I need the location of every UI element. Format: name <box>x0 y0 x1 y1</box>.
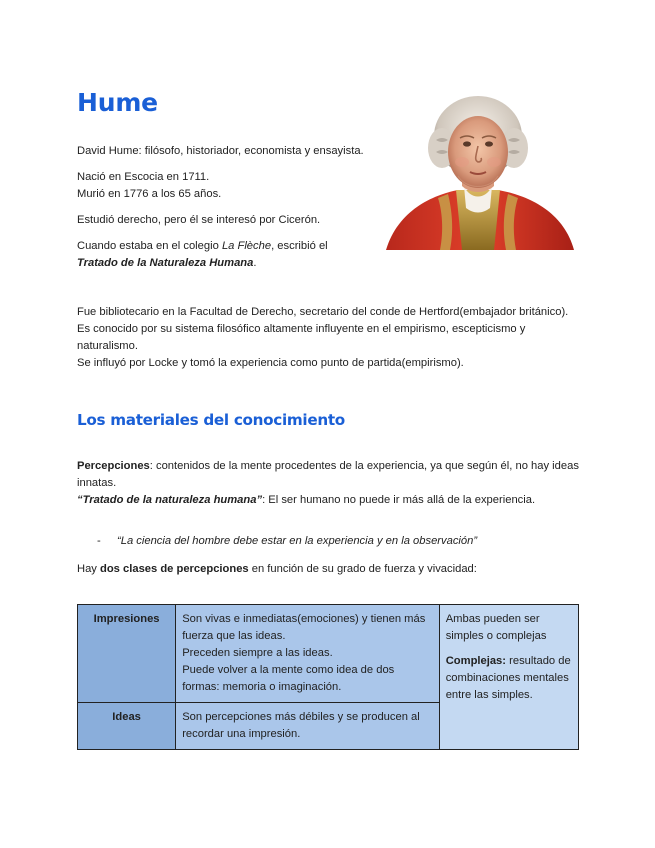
perceptions-text: : contenidos de la mente procedentes de la experiencia, ya que según él, no hay ideas innatas. <box>77 460 579 489</box>
intro-paragraph-2 <box>77 169 367 203</box>
intro-p4-end: . <box>253 257 257 269</box>
section-heading: Los materiales del conocimiento <box>77 411 345 429</box>
classes-pre: Hay <box>77 563 101 575</box>
quote-text: “La ciencia del hombre debe estar en la experiencia y en la observación” <box>117 535 478 547</box>
la-fleche-text: La Flèche <box>221 240 272 252</box>
bio-line-3: Se influyó por Locke y tomó la experiencia como punto de partida(empirismo). <box>77 357 464 369</box>
complex-label: Complejas: <box>445 655 507 667</box>
page-title: Hume <box>77 88 158 117</box>
both-simple-complex: Ambas pueden ser simples o complejas <box>445 613 547 642</box>
classes-line <box>77 561 587 578</box>
quote-list-item <box>97 533 577 550</box>
perceptions-table <box>77 604 579 750</box>
tratado-text: : El ser humano no puede ir más allá de la experiencia. <box>262 494 536 506</box>
impressions-label: Impresiones <box>93 613 160 625</box>
tratado-title: Tratado de la Naturaleza Humana <box>77 257 254 269</box>
intro-paragraph-4 <box>77 238 367 272</box>
quote-dash: - <box>97 535 101 547</box>
hume-portrait-image <box>378 90 578 250</box>
both-types-cell <box>439 605 578 750</box>
impressions-line-2: Preceden siempre a las ideas. <box>182 647 333 659</box>
ideas-desc-cell <box>176 703 440 750</box>
death-line: Murió en 1776 a los 65 años. <box>77 188 222 200</box>
intro-section <box>77 143 367 281</box>
impressions-label-cell <box>78 605 176 703</box>
ideas-text: Son percepciones más débiles y se producen al recordar una impresión. <box>182 711 420 740</box>
biography-section <box>77 304 577 372</box>
classes-post: en función de su grado de fuerza y vivacidad: <box>248 563 477 575</box>
intro-paragraph-1: David Hume: filósofo, historiador, economista y ensayista. <box>77 145 364 157</box>
intro-p4-post: , escribió el <box>271 240 328 252</box>
bio-line-2: Es conocido por su sistema filosófico altamente influyente en el empirismo, escepticismo y naturalismo. <box>77 323 526 352</box>
perceptions-section <box>77 458 587 509</box>
intro-paragraph-3: Estudió derecho, pero él se interesó por Cicerón. <box>77 214 321 226</box>
complex-paragraph <box>446 653 572 704</box>
complex-text: resultado de combinaciones mentales entre las simples. <box>445 655 571 701</box>
birth-line: Nació en Escocia en 1711. <box>77 171 210 183</box>
bio-line-1: Fue bibliotecario en la Facultad de Derecho, secretario del conde de Hertford(embajador británico). <box>77 306 569 318</box>
table-row <box>78 605 579 703</box>
impressions-line-1: Son vivas e inmediatas(emociones) y tienen más fuerza que las ideas. <box>182 613 426 642</box>
classes-paragraph <box>77 561 587 578</box>
intro-p4-pre: Cuando estaba en el colegio <box>77 240 222 252</box>
ideas-label: Ideas <box>112 711 141 723</box>
tratado-label: “Tratado de la naturaleza humana” <box>77 494 263 506</box>
ideas-label-cell <box>78 703 176 750</box>
perceptions-paragraph <box>77 458 587 492</box>
impressions-desc-cell <box>176 605 440 703</box>
classes-bold: dos clases de percepciones <box>100 563 249 575</box>
tratado-paragraph <box>77 492 587 509</box>
perceptions-label: Percepciones <box>77 460 150 472</box>
impressions-line-3: Puede volver a la mente como idea de dos formas: memoria o imaginación. <box>182 664 395 693</box>
